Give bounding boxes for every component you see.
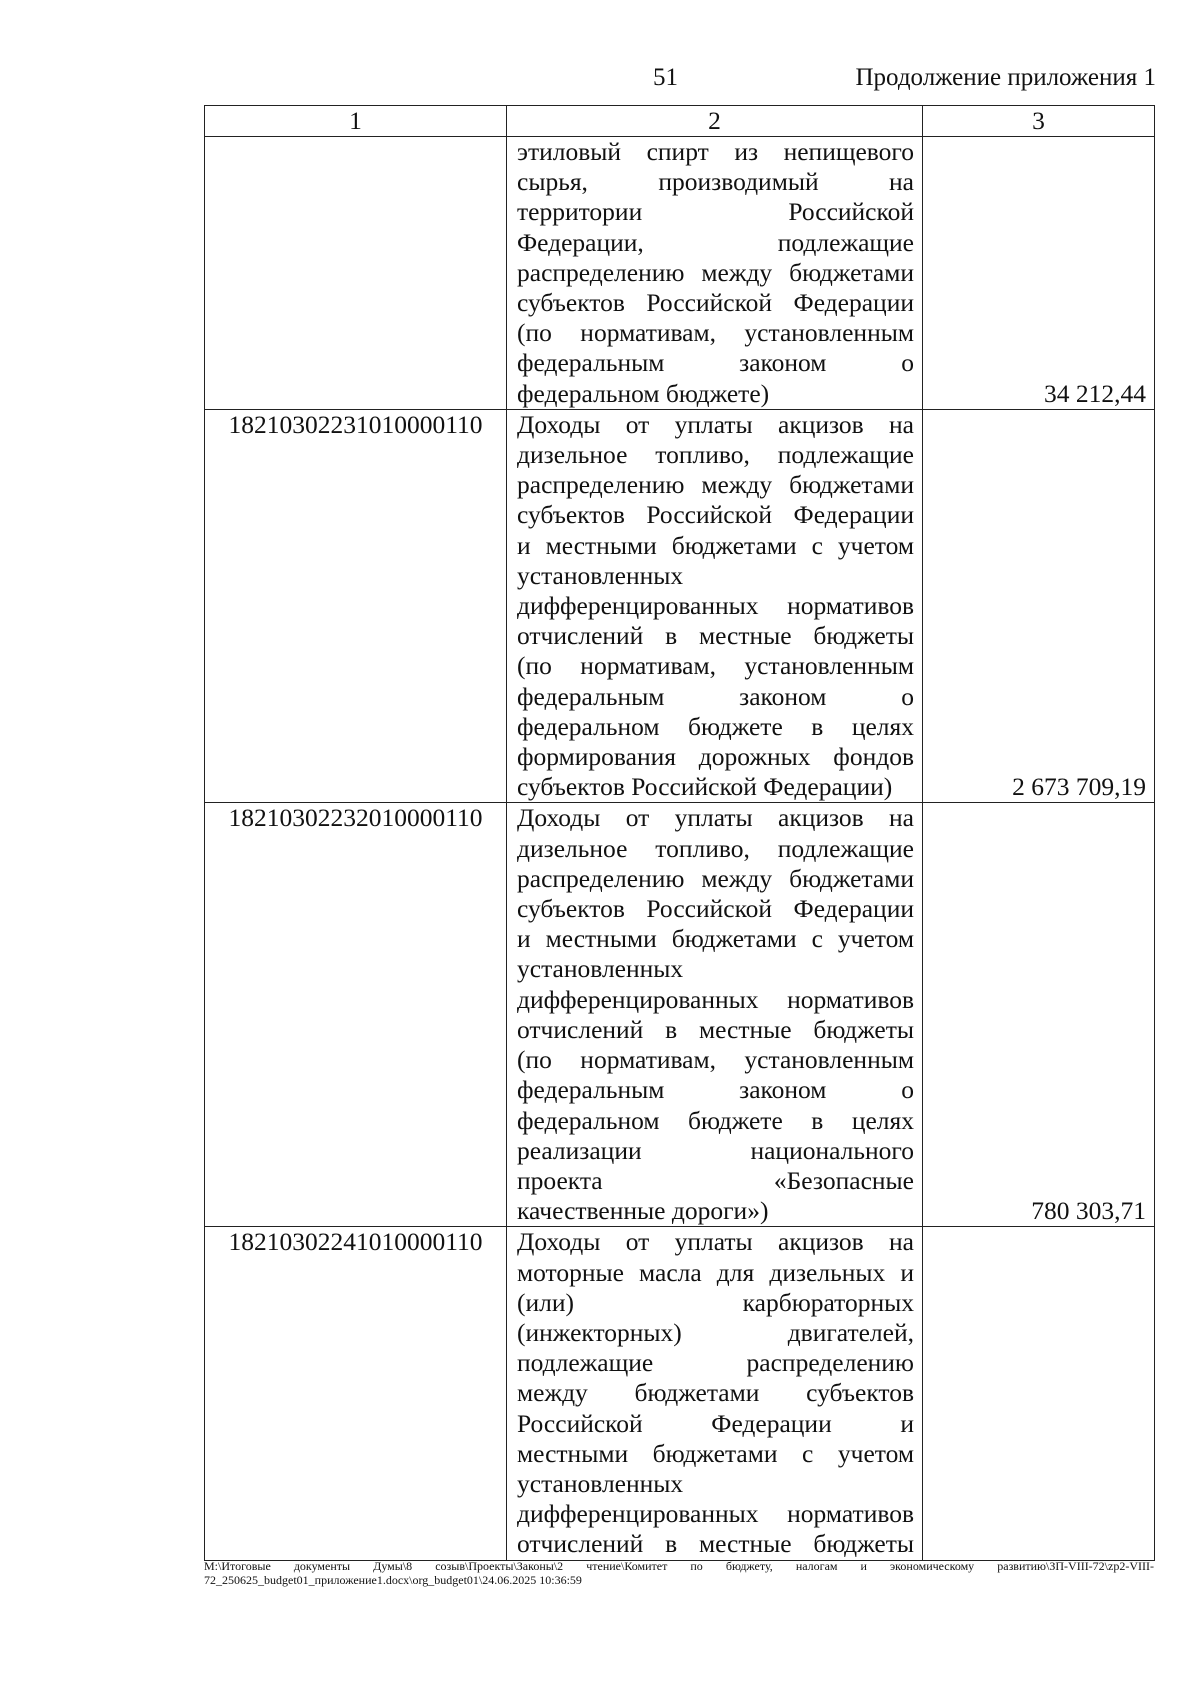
description-line: отчислений в местные бюджеты [517, 1014, 914, 1044]
footer-line-1: M:\Итоговые документы Думы\8 созыв\Проекты\Законы\2 чтение\Комитет по бюджету, налогам и экономическому развитию\ЗП-VIII-72\zp2-VIII- [204, 1559, 1154, 1573]
description-line: местными бюджетами с учетом [517, 1438, 914, 1468]
column-header: 1 [205, 106, 507, 137]
description-cell [507, 409, 923, 803]
description-line: Федерации, подлежащие [517, 227, 914, 257]
table-row [205, 1227, 1155, 1560]
table-row [205, 803, 1155, 1227]
description-line: и местными бюджетами с учетом [517, 530, 914, 560]
page-number: 51 [653, 64, 678, 91]
table-row [205, 137, 1155, 410]
description-line: (по нормативам, установленным [517, 1045, 914, 1075]
description-line: субъектов Российской Федерации [517, 894, 914, 924]
description-line: (по нормативам, установленным [517, 318, 914, 348]
description-line: федеральном бюджете в целях [517, 1105, 914, 1135]
file-path-footer [204, 1559, 1154, 1587]
description-line: дизельное топливо, подлежащие [517, 440, 914, 470]
column-header: 3 [923, 106, 1155, 137]
amount-cell [923, 1227, 1155, 1560]
description-line: дифференцированных нормативов [517, 984, 914, 1014]
description-line: дифференцированных нормативов [517, 591, 914, 621]
table-body [205, 137, 1155, 1561]
budget-code-cell [205, 137, 507, 410]
description-line: федеральном бюджете) [517, 378, 770, 408]
description-line: отчислений в местные бюджеты [517, 621, 914, 651]
description-line: отчислений в местные бюджеты [517, 1529, 914, 1559]
continuation-label: Продолжение приложения 1 [855, 64, 1156, 91]
description-line: федеральным законом о [517, 1075, 914, 1105]
footer-line-2: 72_250625_budget01_приложение1.docx\org_budget01\24.06.2025 10:36:59 [204, 1573, 582, 1587]
description-cell [507, 137, 923, 410]
budget-code-cell: 18210302232010000110 [205, 803, 507, 1227]
description-line: дизельное топливо, подлежащие [517, 833, 914, 863]
description-line: формирования дорожных фондов [517, 742, 914, 772]
description-line: распределению между бюджетами [517, 863, 914, 893]
description-line: распределению между бюджетами [517, 470, 914, 500]
description-line: (по нормативам, установленным [517, 651, 914, 681]
description-line: федеральным законом о [517, 681, 914, 711]
description-line: территории Российской [517, 197, 914, 227]
description-line: (инжекторных) двигателей, [517, 1317, 914, 1347]
description-line: Доходы от уплаты акцизов на [517, 1227, 914, 1257]
description-line: субъектов Российской Федерации [517, 288, 914, 318]
amount-cell: 780 303,71 [923, 803, 1155, 1227]
amount-cell: 2 673 709,19 [923, 409, 1155, 803]
description-line: федеральным законом о [517, 348, 914, 378]
description-line: этиловый спирт из непищевого [517, 137, 914, 166]
description-line: дифференцированных нормативов [517, 1499, 914, 1529]
description-line: проекта «Безопасные [517, 1165, 914, 1195]
description-line: установленных [517, 954, 684, 984]
description-line: подлежащие распределению [517, 1348, 914, 1378]
description-line: реализации национального [517, 1135, 914, 1165]
budget-code-cell: 18210302231010000110 [205, 409, 507, 803]
description-line: субъектов Российской Федерации [517, 500, 914, 530]
description-line: и местными бюджетами с учетом [517, 924, 914, 954]
description-line: (или) карбюраторных [517, 1287, 914, 1317]
table-row [205, 409, 1155, 803]
description-line: Доходы от уплаты акцизов на [517, 803, 914, 833]
description-line: распределению между бюджетами [517, 257, 914, 287]
description-line: федеральном бюджете в целях [517, 711, 914, 741]
description-line: моторные масла для дизельных и [517, 1257, 914, 1287]
description-line: субъектов Российской Федерации) [517, 772, 893, 802]
description-line: сырья, производимый на [517, 167, 914, 197]
description-line: качественные дороги») [517, 1196, 769, 1226]
description-cell [507, 803, 923, 1227]
budget-code-cell: 18210302241010000110 [205, 1227, 507, 1560]
description-line: Доходы от уплаты акцизов на [517, 409, 914, 439]
description-cell [507, 1227, 923, 1560]
amount-cell: 34 212,44 [923, 137, 1155, 410]
budget-table [204, 105, 1155, 1561]
description-line: установленных [517, 560, 684, 590]
description-line: Российской Федерации и [517, 1408, 914, 1438]
table-header-row [205, 106, 1155, 137]
description-line: установленных [517, 1468, 684, 1498]
column-header: 2 [507, 106, 923, 137]
description-line: между бюджетами субъектов [517, 1378, 914, 1408]
